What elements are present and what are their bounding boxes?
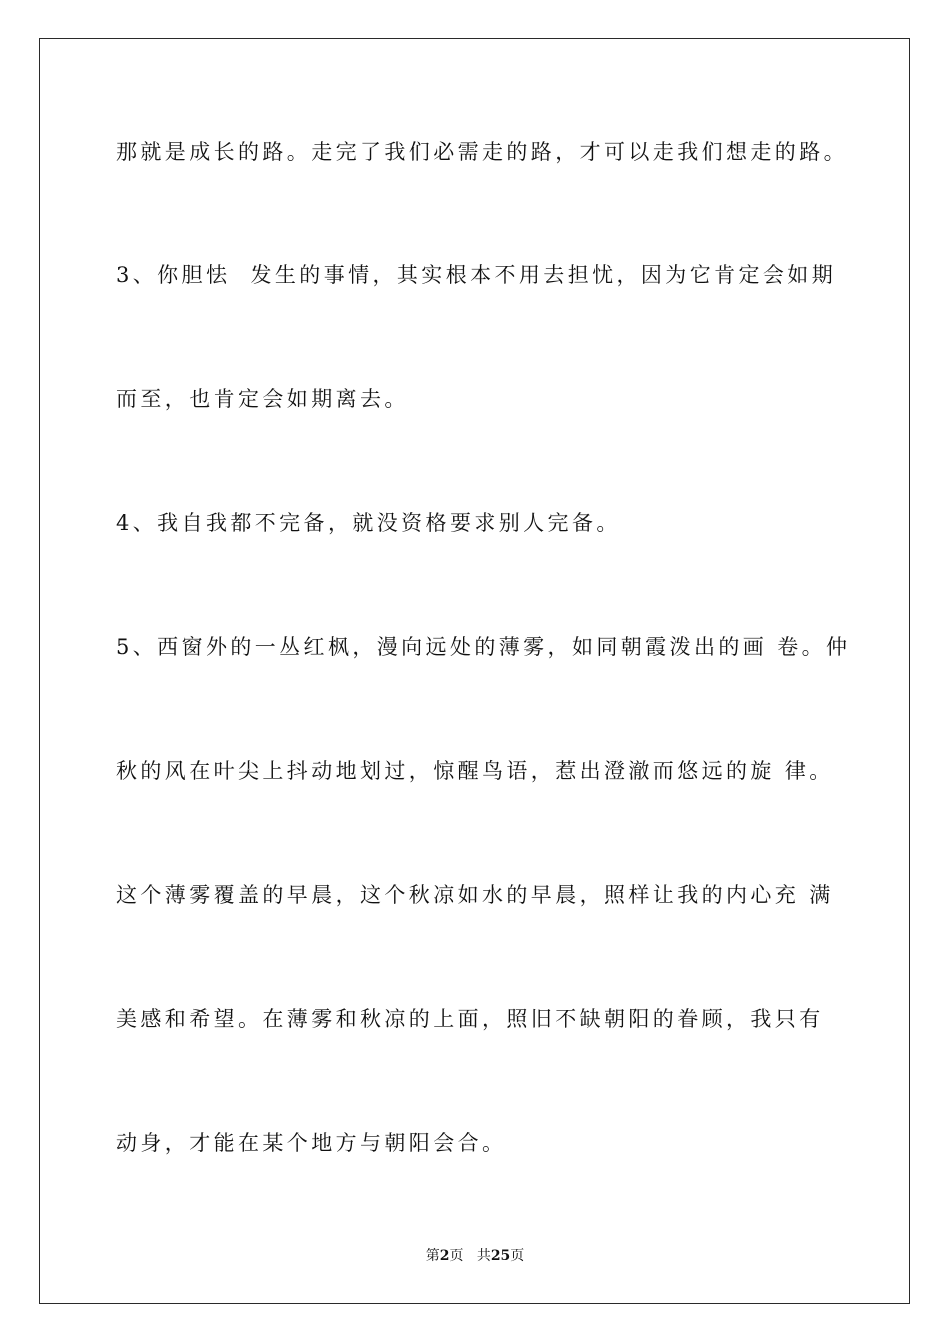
body-text-line: 美感和希望。在薄雾和秋凉的上面，照旧不缺朝阳的眷顾，我只有 bbox=[116, 1007, 824, 1031]
body-text-line: 3、你胆怯 发生的事情，其实根本不用去担忧，因为它肯定会如期 bbox=[116, 263, 837, 287]
page-number: 2 bbox=[439, 1248, 450, 1264]
body-text-line: 动身，才能在某个地方与朝阳会合。 bbox=[116, 1131, 507, 1155]
total-pages: 25 bbox=[490, 1248, 511, 1264]
total-suffix: 页 bbox=[510, 1248, 525, 1264]
page-suffix: 页 bbox=[449, 1248, 464, 1264]
page-border bbox=[39, 38, 910, 1304]
body-text-line: 秋的风在叶尖上抖动地划过，惊醒鸟语，惹出澄澈而悠远的旋 律。 bbox=[116, 759, 834, 783]
page-prefix: 第 bbox=[425, 1248, 440, 1264]
body-text-line: 这个薄雾覆盖的早晨，这个秋凉如水的早晨，照样让我的内心充 满 bbox=[116, 883, 834, 907]
total-prefix: 共 bbox=[476, 1248, 491, 1264]
body-text-line: 那就是成长的路。走完了我们必需走的路，才可以走我们想走的路。 bbox=[116, 140, 848, 164]
page-footer bbox=[0, 1247, 950, 1265]
body-text-line: 4、我自我都不完备，就没资格要求别人完备。 bbox=[116, 511, 621, 535]
body-text-line: 而至，也肯定会如期离去。 bbox=[116, 387, 409, 411]
body-text-line: 5、西窗外的一丛红枫，漫向远处的薄雾，如同朝霞泼出的画 卷。仲 bbox=[116, 635, 851, 659]
